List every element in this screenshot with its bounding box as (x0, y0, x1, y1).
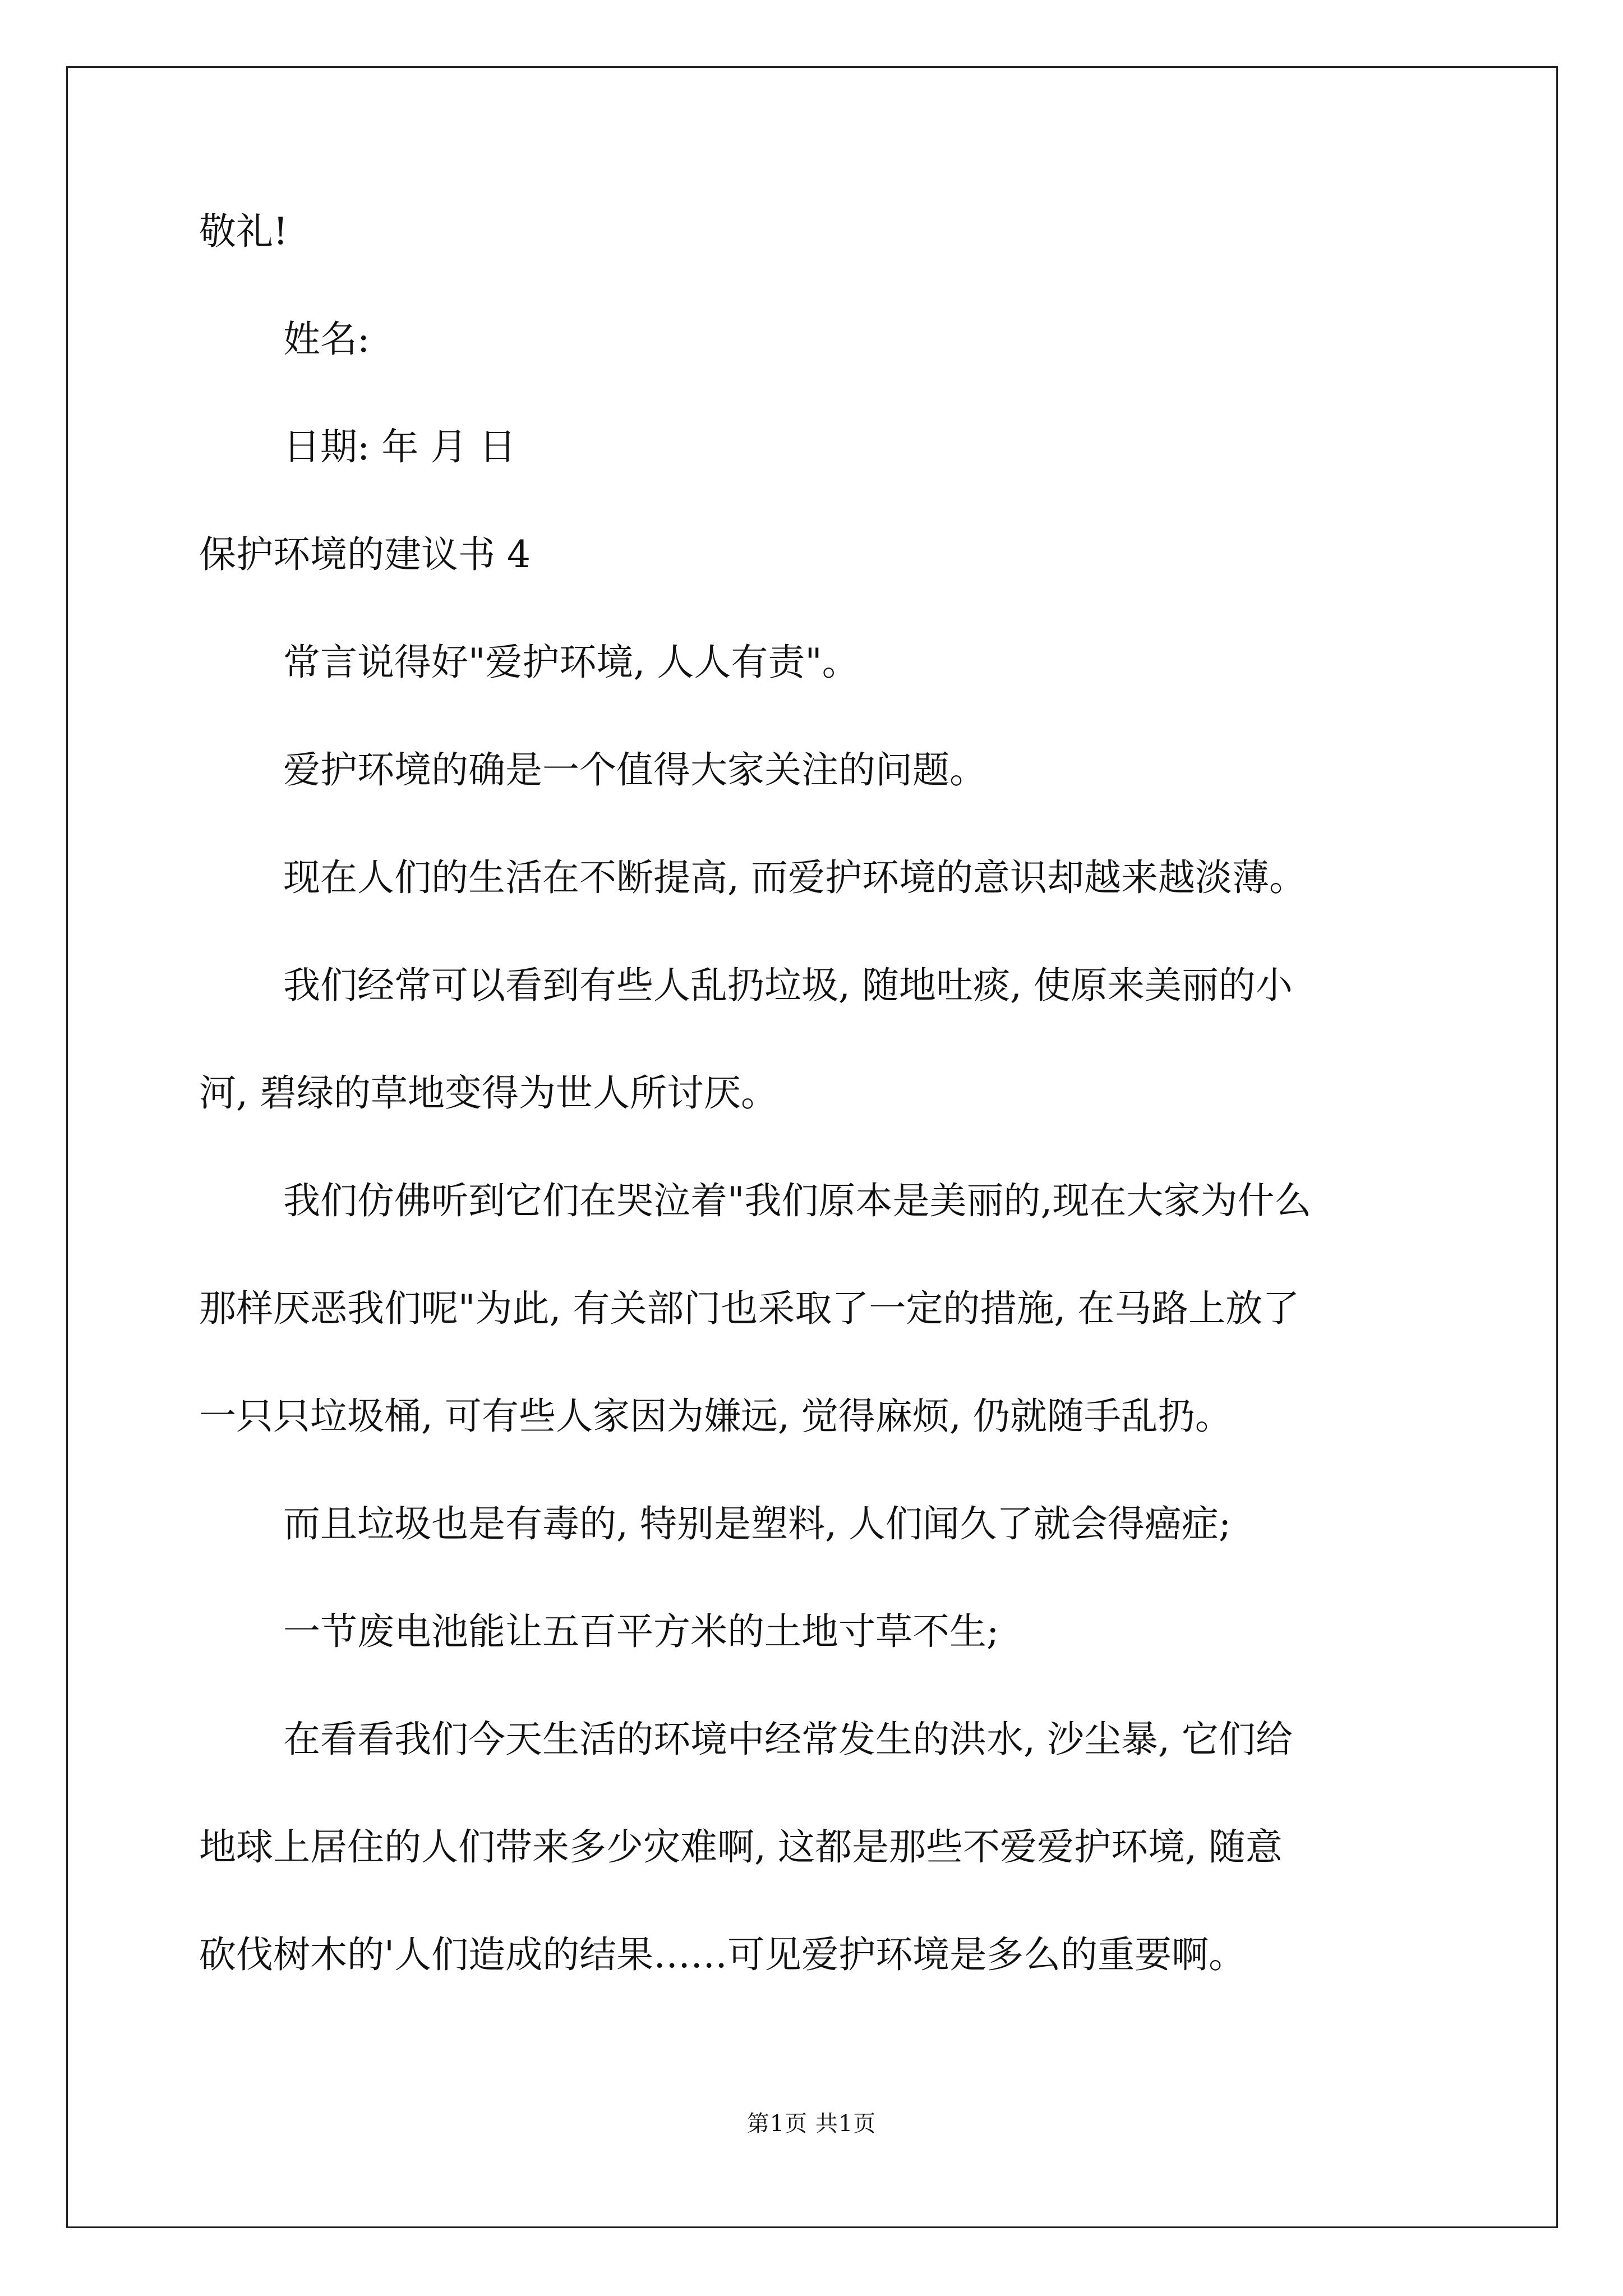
paragraph-line: 砍伐树木的'人们造成的结果……可见爱护环境是多么的重要啊。 (199, 1933, 1246, 1976)
paragraph-line: 现在人们的生活在不断提高, 而爱护环境的意识却越来越淡薄。 (283, 856, 1306, 899)
paragraph-line: 爱护环境的确是一个值得大家关注的问题。 (283, 748, 986, 792)
page-footer: 第1页 共1页 (746, 2111, 877, 2137)
paragraph-line: 我们仿佛听到它们在哭泣着"我们原本是美丽的,现在大家为什么 (283, 1179, 1312, 1222)
page-border (66, 66, 1558, 2228)
name-line: 姓名: (283, 318, 370, 361)
paragraph-line: 我们经常可以看到有些人乱扔垃圾, 随地吐痰, 使原来美丽的小 (283, 964, 1293, 1007)
paragraph-line: 一节废电池能让五百平方米的土地寸草不生; (283, 1610, 999, 1653)
paragraph-line: 一只只垃圾桶, 可有些人家因为嫌远, 觉得麻烦, 仍就随手乱扔。 (199, 1395, 1232, 1438)
closing-salutation: 敬礼! (199, 210, 288, 253)
paragraph-line: 那样厌恶我们呢"为此, 有关部门也采取了一定的措施, 在马路上放了 (199, 1287, 1300, 1330)
date-line: 日期: 年 月 日 (283, 425, 517, 468)
section-heading: 保护环境的建议书 4 (199, 533, 531, 576)
paragraph-line: 在看看我们今天生活的环境中经常发生的洪水, 沙尘暴, 它们给 (283, 1718, 1293, 1761)
paragraph-line: 地球上居住的人们带来多少灾难啊, 这都是那些不爱爱护环境, 随意 (199, 1825, 1283, 1869)
paragraph-line: 河, 碧绿的草地变得为世人所讨厌。 (199, 1071, 778, 1115)
paragraph-line: 而且垃圾也是有毒的, 特别是塑料, 人们闻久了就会得癌症; (283, 1502, 1232, 1545)
paragraph-line: 常言说得好"爱护环境, 人人有责"。 (283, 641, 859, 684)
